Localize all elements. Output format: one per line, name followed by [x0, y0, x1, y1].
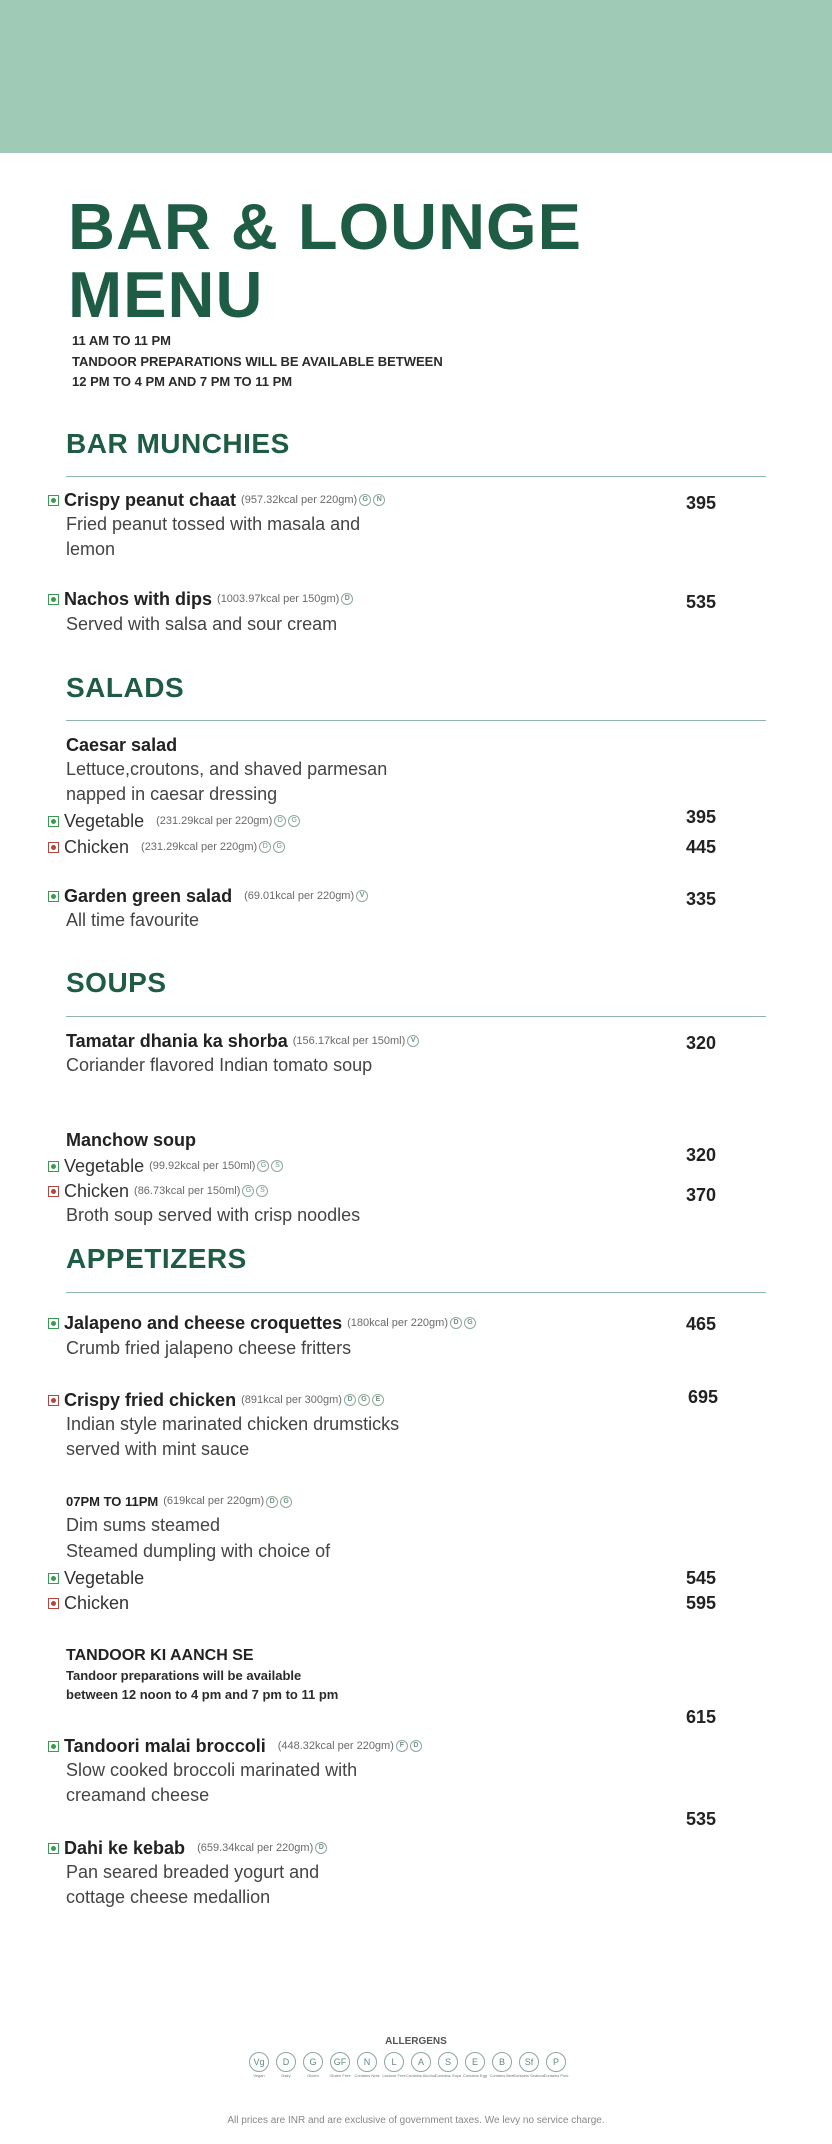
dairy-icon: D: [266, 1496, 278, 1508]
soya-icon: S: [271, 1160, 283, 1172]
menu-item-price: 335: [686, 889, 717, 909]
alcohol-icon: A: [411, 2052, 431, 2072]
menu-item-description: creamand cheese: [66, 1785, 210, 1805]
lactose-free-icon: L: [384, 2052, 404, 2072]
soya-icon: S: [438, 2052, 458, 2072]
menu-item-name: Tandoori malai broccoli (448.32kcal per 220gm) F D: [48, 1737, 422, 1755]
veg-icon: [48, 816, 59, 827]
menu-item-price: 615: [686, 1707, 717, 1727]
non-veg-icon: [48, 842, 59, 853]
menu-variant: Chicken (231.29kcal per 220gm) D G: [48, 838, 285, 856]
menu-item-price: 445: [686, 837, 717, 857]
menu-item-description: served with mint sauce: [66, 1439, 250, 1459]
veg-icon: [48, 1843, 59, 1854]
beef-icon: B: [492, 2052, 512, 2072]
calorie-info: (659.34kcal per 220gm): [197, 1841, 314, 1854]
allergen-label: Contains Soya: [435, 2073, 462, 2078]
menu-item-name: Jalapeno and cheese croquettes (180kcal per 220gm) D G: [48, 1314, 476, 1332]
menu-item-price: 545: [686, 1568, 717, 1588]
section-title-salads: SALADS: [66, 672, 185, 703]
menu-item-description: Served with salsa and sour cream: [66, 614, 338, 634]
menu-item-price: 320: [686, 1145, 717, 1165]
allergen-item: [464, 2052, 486, 2078]
menu-item-price: 695: [688, 1387, 719, 1407]
allergen-label: Contains Seafood: [513, 2073, 545, 2078]
menu-item-description: Steamed dumpling with choice of: [66, 1541, 331, 1561]
gluten-icon: G: [257, 1160, 269, 1172]
menu-item-price: 595: [686, 1593, 717, 1613]
section-title-appetizers: APPETIZERS: [66, 1243, 247, 1274]
hours-line: 11 AM TO 11 PM: [72, 333, 171, 348]
tandoor-note: between 12 noon to 4 pm and 7 pm to 11 pm: [66, 1687, 339, 1702]
menu-item-price: 535: [686, 1809, 717, 1829]
menu-item-name: Tamatar dhania ka shorba (156.17kcal per 150ml) V: [66, 1032, 419, 1050]
allergen-item: [513, 2052, 545, 2078]
menu-item-price: 320: [686, 1033, 717, 1053]
dairy-icon: D: [410, 1740, 422, 1752]
menu-item-description: Pan seared breaded yogurt and: [66, 1862, 320, 1882]
menu-item-description: Crumb fried jalapeno cheese fritters: [66, 1338, 352, 1358]
allergen-label: Gluten: [307, 2073, 319, 2078]
menu-variant: Vegetable (99.92kcal per 150ml) G S: [48, 1157, 283, 1175]
allergen-label: Dairy: [281, 2073, 291, 2078]
menu-title-line1: BAR & LOUNGE: [68, 190, 582, 263]
non-veg-icon: [48, 1598, 59, 1609]
menu-item-price: 535: [686, 592, 717, 612]
footer-note: All prices are INR and are exclusive of government taxes. We levy no service charge.: [227, 2115, 605, 2126]
gluten-icon: G: [303, 2052, 323, 2072]
allergen-label: Contains Beef: [489, 2073, 515, 2078]
allergen-label: Vegan: [253, 2073, 265, 2078]
calorie-info: (1003.97kcal per 150gm): [217, 592, 340, 605]
hours-line: TANDOOR PREPARATIONS WILL BE AVAILABLE BETWEEN: [72, 354, 443, 369]
menu-item-price: 395: [686, 493, 717, 513]
menu-item-description: Dim sums steamed: [66, 1515, 221, 1535]
allergen-item: [356, 2052, 378, 2078]
gluten-icon: G: [273, 841, 285, 853]
header-band: [0, 0, 832, 153]
dairy-icon: D: [450, 1317, 462, 1329]
menu-item-name: Crispy peanut chaat (957.32kcal per 220gm) G N: [48, 491, 385, 509]
menu-item-description: lemon: [66, 539, 116, 559]
allergen-label: Contains Pork: [543, 2073, 569, 2078]
allergen-item: [302, 2052, 324, 2078]
calorie-info: (448.32kcal per 220gm): [277, 1739, 394, 1752]
calorie-info: (619kcal per 220gm): [163, 1495, 265, 1507]
calorie-info: (231.29kcal per 220gm): [156, 814, 273, 827]
calorie-info: (891kcal per 300gm): [241, 1393, 342, 1406]
vegan-icon: V: [356, 890, 368, 902]
dairy-icon: D: [315, 1842, 327, 1854]
veg-icon: [48, 1741, 59, 1752]
pork-icon: P: [546, 2052, 566, 2072]
non-veg-icon: [48, 1395, 59, 1406]
section-divider: [66, 720, 766, 721]
menu-variant: Chicken (86.73kcal per 150ml) G S: [48, 1182, 268, 1200]
nuts-icon: N: [373, 494, 385, 506]
veg-icon: [48, 1573, 59, 1584]
menu-variant: Vegetable: [48, 1569, 144, 1587]
allergen-item: [491, 2052, 513, 2078]
gluten-icon: G: [358, 1394, 370, 1406]
dairy-icon: D: [344, 1394, 356, 1406]
dimsum-time: 07PM TO 11PM (619kcal per 220gm) D G: [66, 1495, 292, 1508]
allergen-item: [329, 2052, 351, 2078]
calorie-info: (86.73kcal per 150ml): [134, 1184, 241, 1197]
menu-title-line2: MENU: [68, 258, 264, 331]
gluten-icon: G: [359, 494, 371, 506]
egg-icon: E: [465, 2052, 485, 2072]
section-divider: [66, 1292, 766, 1293]
dairy-icon: D: [341, 593, 353, 605]
section-title-bar-munchies: BAR MUNCHIES: [66, 428, 290, 459]
menu-item-description: cottage cheese medallion: [66, 1887, 271, 1907]
veg-icon: [48, 495, 59, 506]
gluten-free-icon: F: [396, 1740, 408, 1752]
gluten-icon: G: [288, 815, 300, 827]
menu-item-description: Indian style marinated chicken drumsticks: [66, 1414, 400, 1434]
calorie-info: (180kcal per 220gm): [347, 1316, 448, 1329]
menu-item-description: Broth soup served with crisp noodles: [66, 1205, 361, 1225]
menu-item-name: Garden green salad (69.01kcal per 220gm) V: [48, 887, 368, 905]
menu-item-price: 395: [686, 807, 717, 827]
dairy-icon: D: [259, 841, 271, 853]
allergen-label: Contains Egg: [463, 2073, 488, 2078]
soya-icon: S: [256, 1185, 268, 1197]
calorie-info: (231.29kcal per 220gm): [141, 840, 258, 853]
calorie-info: (156.17kcal per 150ml): [292, 1034, 406, 1047]
seafood-icon: Sf: [519, 2052, 539, 2072]
section-divider: [66, 476, 766, 477]
allergen-item: [248, 2052, 270, 2078]
section-title-soups: SOUPS: [66, 967, 167, 998]
allergen-label: Contains Nuts: [354, 2073, 380, 2078]
allergen-label: Gluten Free: [329, 2073, 351, 2078]
menu-item-name: Caesar salad: [66, 735, 178, 755]
egg-icon: E: [372, 1394, 384, 1406]
allergen-item: [545, 2052, 567, 2078]
menu-variant: Chicken: [48, 1594, 129, 1612]
gluten-icon: G: [242, 1185, 254, 1197]
gluten-icon: G: [464, 1317, 476, 1329]
allergen-item: [275, 2052, 297, 2078]
menu-item-description: Fried peanut tossed with masala and: [66, 514, 361, 534]
veg-icon: [48, 1318, 59, 1329]
menu-item-description: All time favourite: [66, 910, 200, 930]
menu-item-name: Manchow soup: [66, 1130, 196, 1150]
calorie-info: (957.32kcal per 220gm): [241, 493, 358, 506]
calorie-info: (99.92kcal per 150ml): [149, 1159, 256, 1172]
dairy-icon: D: [274, 815, 286, 827]
allergen-item: [406, 2052, 436, 2078]
tandoor-note: Tandoor preparations will be available: [66, 1668, 302, 1683]
menu-item-name: Dahi ke kebab (659.34kcal per 220gm) D: [48, 1839, 327, 1857]
section-divider: [66, 1016, 766, 1017]
gluten-free-icon: GF: [330, 2052, 350, 2072]
non-veg-icon: [48, 1186, 59, 1197]
menu-item-description: Lettuce,croutons, and shaved parmesan: [66, 759, 388, 779]
allergen-label: Contains Alcohol: [406, 2073, 436, 2078]
allergen-label: Lactose Free: [382, 2073, 406, 2078]
dairy-icon: D: [276, 2052, 296, 2072]
menu-item-price: 465: [686, 1314, 717, 1334]
menu-item-name: Nachos with dips (1003.97kcal per 150gm) D: [48, 590, 353, 608]
vegan-icon: Vg: [249, 2052, 269, 2072]
veg-icon: [48, 1161, 59, 1172]
vegan-icon: V: [407, 1035, 419, 1047]
veg-icon: [48, 891, 59, 902]
gluten-icon: G: [280, 1496, 292, 1508]
allergen-item: [383, 2052, 405, 2078]
allergen-legend: [248, 2052, 567, 2078]
nuts-icon: N: [357, 2052, 377, 2072]
tandoor-title: TANDOOR KI AANCH SE: [66, 1647, 254, 1664]
menu-item-description: napped in caesar dressing: [66, 784, 278, 804]
menu-item-description: Coriander flavored Indian tomato soup: [66, 1055, 373, 1075]
menu-item-name: Crispy fried chicken (891kcal per 300gm) D G E: [48, 1391, 384, 1409]
allergen-item: [435, 2052, 462, 2078]
menu-item-price: 370: [686, 1185, 717, 1205]
menu-variant: Vegetable (231.29kcal per 220gm) D G: [48, 812, 300, 830]
hours-line: 12 PM TO 4 PM AND 7 PM TO 11 PM: [72, 374, 293, 389]
menu-item-description: Slow cooked broccoli marinated with: [66, 1760, 358, 1780]
veg-icon: [48, 594, 59, 605]
calorie-info: (69.01kcal per 220gm): [244, 889, 355, 902]
allergens-title: ALLERGENS: [385, 2036, 447, 2047]
